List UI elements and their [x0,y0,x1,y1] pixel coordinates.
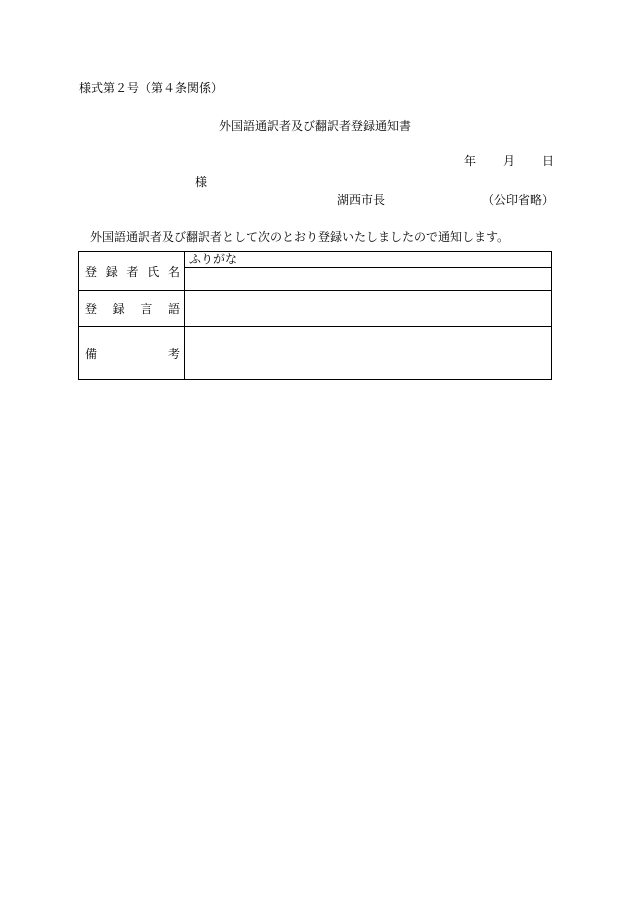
furigana-cell[interactable] [185,252,552,268]
table-row-name-furigana [79,252,552,268]
form-number: 様式第２号（第４条関係） [79,81,224,95]
table-row-language [79,291,552,327]
issuer-name: 湖西市長 [337,193,386,207]
furigana-label: ふりがな [189,252,238,266]
document-title: 外国語通訳者及び翻訳者登録通知書 [218,119,411,133]
notes-value[interactable] [185,327,552,380]
registrant-name-label [79,252,185,291]
date-day-label: 日 [541,154,554,168]
registered-language-value[interactable] [185,291,552,327]
label-chars: 登 録 者 氏 名 [85,264,180,279]
notice-body-text: 外国語通訳者及び翻訳者として次のとおり登録いたしましたので通知します。 [90,230,510,244]
date-year-label: 年 [464,154,477,168]
label-chars: 備 考 [85,346,180,361]
label-chars: 登 録 言 語 [85,302,180,316]
notes-label [79,327,185,380]
registration-table [78,251,552,380]
addressee-honorific: 様 [195,175,208,189]
date-line [464,154,554,168]
date-month-label: 月 [502,154,515,168]
registered-language-label [79,291,185,327]
seal-note: （公印省略） [482,193,555,207]
registrant-name-value[interactable] [185,268,552,291]
table-row-notes [79,327,552,380]
